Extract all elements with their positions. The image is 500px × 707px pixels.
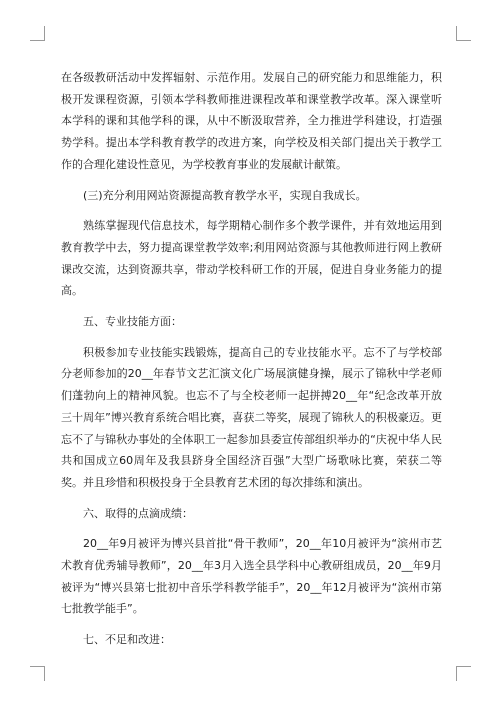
crop-mark-bottom-right (456, 666, 471, 681)
paragraph-achievements: 20__年9月被评为博兴县首批“骨干教师”，20__年10月被评为“滨州市艺术教育优秀辅导教师”，20__年3月入选全县学科中心教研组成员，20__年9月被评为“博兴县第七批初中音乐学科教学能手”，20__年12月被评为“滨州市第七批教学能手”。 (61, 537, 442, 616)
crop-mark-top-left (30, 26, 45, 41)
crop-mark-top-right (456, 26, 471, 41)
paragraph-professional-skills: 积极参加专业技能实践锻炼，提高自己的专业技能水平。忘不了与学校部分老师参加的20__年春节文艺汇演文化广场展演健身操，展示了锦秋中学老师们蓬勃向上的精神风貌。也忘不了与全校老师一起拼搏20__年“纪念改革开放三十周年”博兴教育系统合唱比赛，喜获二等奖，展现了锦秋人的积极豪迈。更忘不了与锦秋办事处的全体职工一起参加县委宣传部组织举办的“庆祝中华人民共和国成立60周年及我县跻身全国经济百强”大型广场歌咏比赛，荣获二等奖。并且珍惜和积极投身于全县教育艺术团的每次排练和演出。 (61, 345, 442, 489)
document-body (61, 67, 442, 651)
section-heading-5: 五、专业技能方面： (83, 315, 182, 329)
section-heading-3: (三)充分利用网站资源提高教育教学水平，实现自我成长。 (83, 188, 367, 202)
section-heading-7: 七、不足和改进： (83, 633, 171, 647)
crop-mark-bottom-left (30, 666, 45, 681)
paragraph-continued: 在各级教研活动中发挥辐射、示范作用。发展自己的研究能力和思维能力，积极开发课程资源，引领本学科教师推进课程改革和课堂教学改革。深入课堂听本学科的课和其他学科的课，从中不断汲取营养，全力推进学科建设，打造强势学科。提出本学科教育教学的改进方案，向学校及相关部门提出关于教学工作的合理化建设性意见，为学校教育事业的发展献计献策。 (61, 71, 442, 171)
paragraph-it-skills: 熟练掌握现代信息技术，每学期精心制作多个教学课件，并有效地运用到教育教学中去，努力提高课堂教学效率;利用网站资源与其他教师进行网上教研课改交流，达到资源共享，带动学校科研工作的开展，促进自身业务能力的提高。 (61, 219, 442, 298)
section-heading-6: 六、取得的点滴成绩： (83, 506, 193, 520)
